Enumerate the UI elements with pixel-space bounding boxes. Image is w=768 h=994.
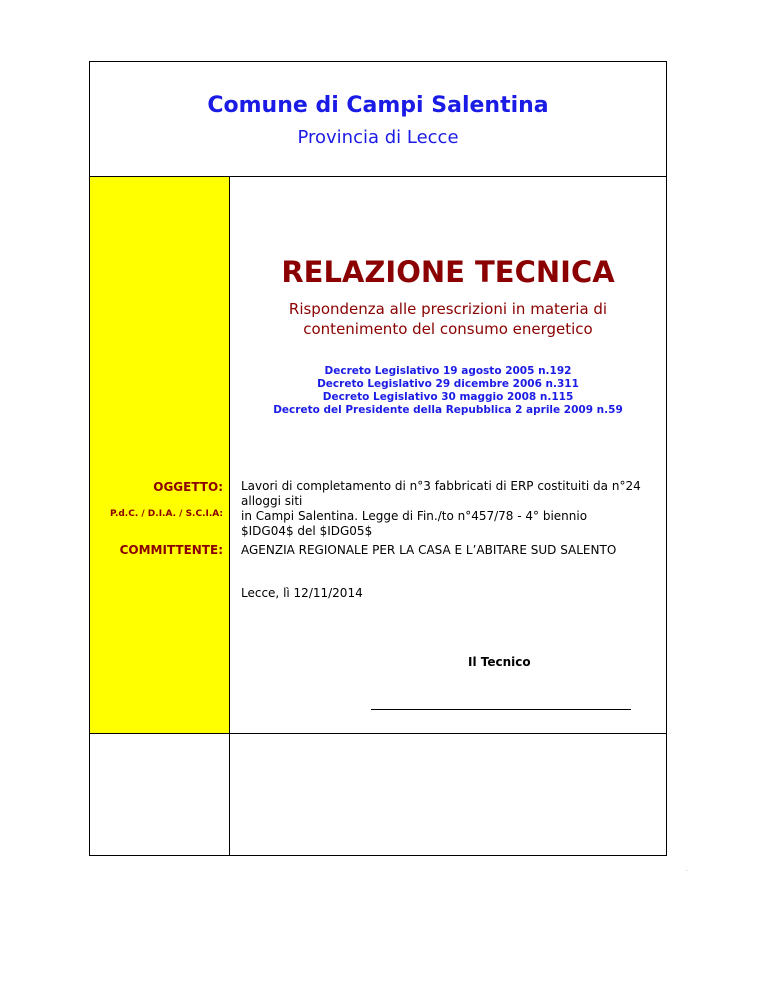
decree-item: Decreto Legislativo 30 maggio 2008 n.115: [322, 391, 574, 403]
committente-text: AGENZIA REGIONALE PER LA CASA E L’ABITARE SUD SALENTO: [241, 543, 617, 557]
subtitle-line: contenimento del consumo energetico: [303, 320, 593, 338]
header-section: [90, 62, 666, 177]
decree-list: [230, 365, 666, 417]
oggetto-line: $IDG04$ del $IDG05$: [241, 524, 373, 538]
subtitle-line: Rispondenza alle prescrizioni in materia di: [288, 300, 608, 318]
oggetto-line: in Campi Salentina. Legge di Fin./to n°457/78 - 4° biennio: [241, 509, 588, 523]
content-column: [230, 177, 666, 733]
place-date: Lecce, lì 12/11/2014: [241, 586, 363, 600]
oggetto-line: Lavori di completamento di n°3 fabbricati di ERP costituiti da n°24 alloggi siti: [241, 479, 641, 508]
label-pdc: P.d.C. / D.I.A. / S.C.I.A:: [110, 509, 223, 519]
document-title: RELAZIONE TECNICA: [281, 255, 615, 289]
province-name: Provincia di Lecce: [297, 127, 459, 148]
cover-frame: [89, 61, 667, 856]
bottom-row: [90, 733, 666, 855]
signature-label: Il Tecnico: [468, 655, 531, 669]
label-committente: COMMITTENTE:: [119, 543, 223, 557]
decree-item: Decreto del Presidente della Repubblica 2 aprile 2009 n.59: [273, 404, 623, 416]
document-subtitle: [230, 299, 666, 339]
town-name: Comune di Campi Salentina: [207, 93, 549, 118]
bottom-left-cell: [90, 734, 230, 855]
oggetto-text: [241, 479, 656, 539]
label-column: [90, 177, 230, 733]
decree-item: Decreto Legislativo 29 dicembre 2006 n.311: [317, 378, 579, 390]
label-oggetto: OGGETTO:: [153, 480, 223, 494]
signature-line: [371, 709, 631, 710]
page-mark: .: [686, 866, 688, 873]
decree-item: Decreto Legislativo 19 agosto 2005 n.192: [324, 365, 572, 377]
